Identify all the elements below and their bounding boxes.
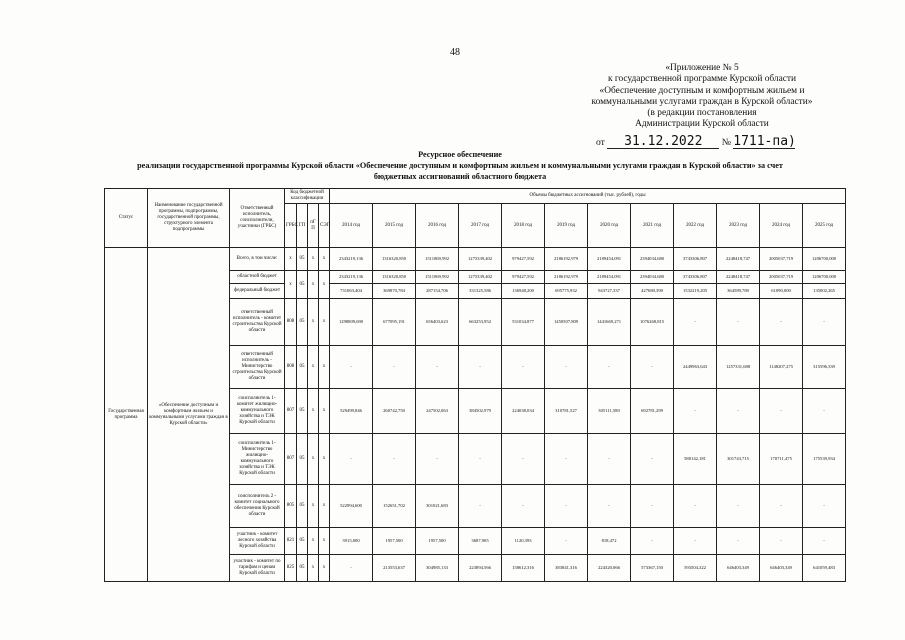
value-cell: -: [803, 528, 846, 555]
value-cell: 677095,191: [373, 299, 416, 346]
value-cell: -: [416, 346, 459, 389]
value-cell: -: [803, 299, 846, 346]
value-cell: 247502,063: [416, 389, 459, 434]
value-cell: 1957,500: [416, 528, 459, 555]
value-cell: -: [631, 434, 674, 485]
pgp-cell: х: [308, 485, 319, 528]
value-cell: 818,472: [588, 528, 631, 555]
value-cell: -: [803, 485, 846, 528]
pgp-cell: х: [308, 555, 319, 582]
executor-cell: участник - комитет лесного хозяйства Курской области: [230, 528, 285, 555]
date-prefix: от: [596, 137, 605, 148]
value-cell: 663253,952: [459, 299, 502, 346]
header-year: 2023 год: [717, 204, 760, 248]
sr-cell: х: [319, 248, 330, 271]
pgp-cell: х: [308, 528, 319, 555]
value-cell: 331325,586: [459, 284, 502, 299]
pgp-cell: х: [308, 434, 319, 485]
header-executor: Ответственный исполнитель, соисполнители, участники (ГРБС): [230, 189, 285, 248]
grbs-cell: 807: [285, 434, 297, 485]
grbs-cell: 805: [285, 485, 297, 528]
program-name-cell: «Обеспечение доступным и комфортным жильем и коммунальными услугами граждан в Курской области»: [148, 248, 230, 582]
value-cell: 2005037,719: [760, 248, 803, 271]
value-cell: 224320,066: [588, 555, 631, 582]
value-cell: 1275339,402: [459, 271, 502, 284]
value-cell: -: [717, 485, 760, 528]
page-number: 48: [450, 47, 460, 58]
value-cell: 1148207,275: [760, 346, 803, 389]
value-cell: 646403,349: [760, 555, 803, 582]
gp-cell: 05: [297, 248, 308, 271]
value-cell: 2186192,979: [545, 248, 588, 271]
executor-cell: областной бюджет: [230, 271, 285, 284]
value-cell: -: [760, 485, 803, 528]
header-name: Наименование государственной программы, подпрограммы, государственной программы, структурного элемента подпрограммы: [148, 189, 230, 248]
value-cell: 1441669,271: [588, 299, 631, 346]
pgp-cell: х: [308, 271, 319, 299]
header-volume: Объемы бюджетных ассигнований (тыс. рублей), годы: [330, 189, 846, 204]
value-cell: -: [545, 528, 588, 555]
value-cell: -: [674, 485, 717, 528]
header-year: 2022 год: [674, 204, 717, 248]
gp-cell: 05: [297, 271, 308, 299]
header-year: 2025 год: [803, 204, 846, 248]
value-cell: -: [717, 389, 760, 434]
pgp-cell: х: [308, 248, 319, 271]
value-cell: 2248418,747: [717, 271, 760, 284]
value-cell: 1316320,850: [373, 248, 416, 271]
status-cell: Государственная программа: [105, 248, 148, 582]
value-cell: 2189454,091: [588, 271, 631, 284]
value-cell: -: [717, 528, 760, 555]
header-budget-code: Код бюджетной классификации: [285, 189, 330, 204]
value-cell: 260742,750: [373, 389, 416, 434]
value-cell: 641059,483: [803, 555, 846, 582]
value-cell: 979427,592: [502, 271, 545, 284]
value-cell: 2394034,680: [631, 248, 674, 271]
header-year: 2016 год: [416, 204, 459, 248]
executor-cell: ответственный исполнитель - Министерство строительства Курской области: [230, 346, 285, 389]
value-cell: 1316320,850: [373, 271, 416, 284]
value-cell: 175539,934: [803, 434, 846, 485]
sr-cell: х: [319, 389, 330, 434]
appendix-line: (в редакции постановления: [647, 108, 757, 119]
value-cell: 1120,393: [502, 528, 545, 555]
executor-cell: соисполнитель 1- Министерство жилищно-коммунального хозяйства и ТЭК Курской области: [230, 434, 285, 485]
value-cell: 593504,322: [674, 555, 717, 582]
header-sr: СЭП: [319, 204, 330, 248]
value-cell: -: [330, 346, 373, 389]
value-cell: -: [803, 389, 846, 434]
value-cell: -: [330, 555, 373, 582]
number-prefix: №: [721, 137, 731, 148]
value-cell: 364589,780: [717, 284, 760, 299]
value-cell: -: [588, 434, 631, 485]
value-cell: 2189454,091: [588, 248, 631, 271]
appendix-block: [552, 63, 852, 131]
header-grbs: ГРБС: [285, 204, 297, 248]
value-cell: 1532219,205: [674, 284, 717, 299]
sr-cell: х: [319, 271, 330, 299]
value-cell: 135002,265: [803, 284, 846, 299]
value-cell: 531034,877: [502, 299, 545, 346]
grbs-cell: 807: [285, 389, 297, 434]
header-year: 2019 год: [545, 204, 588, 248]
pgp-cell: х: [308, 389, 319, 434]
value-cell: 3743306,807: [674, 248, 717, 271]
value-cell: 427680,390: [631, 284, 674, 299]
grbs-cell: х: [285, 271, 297, 299]
value-cell: 2343219,136: [330, 248, 373, 271]
resource-table: [104, 188, 846, 582]
header-year: 2014 год: [330, 204, 373, 248]
pgp-cell: х: [308, 346, 319, 389]
value-cell: -: [459, 346, 502, 389]
header-pgp-a: пГ: [310, 219, 316, 225]
header-year: 2020 год: [588, 204, 631, 248]
value-cell: -: [373, 434, 416, 485]
value-cell: -: [502, 485, 545, 528]
doc-subtitle: реализации государственной программы Курской области «Обеспечение доступным и комфортным жильем и коммунальными услугами граждан в Курской области» за счет: [137, 161, 783, 170]
value-cell: 529499,846: [330, 389, 373, 434]
value-cell: -: [674, 528, 717, 555]
value-cell: 1257331,688: [717, 346, 760, 389]
value-cell: -: [631, 485, 674, 528]
value-cell: -: [459, 485, 502, 528]
header-year: 2017 год: [459, 204, 502, 248]
value-cell: 305111,580: [588, 389, 631, 434]
doc-subtitle-2: бюджетных ассигнований областного бюджета: [373, 172, 547, 181]
value-cell: 383841,316: [545, 555, 588, 582]
value-cell: 287154,706: [416, 284, 459, 299]
value-cell: 2186192,979: [545, 271, 588, 284]
header-year: 2024 год: [760, 204, 803, 248]
appendix-line: к государственной программе Курской области: [607, 74, 797, 85]
value-cell: 692781,299: [631, 389, 674, 434]
value-cell: -: [588, 346, 631, 389]
value-cell: -: [588, 485, 631, 528]
value-cell: 1206700,000: [803, 271, 846, 284]
gp-cell: 05: [297, 299, 308, 346]
sr-cell: х: [319, 485, 330, 528]
value-cell: -: [459, 434, 502, 485]
header-pgp: [308, 204, 319, 248]
value-cell: -: [545, 434, 588, 485]
value-cell: 979427,592: [502, 248, 545, 271]
value-cell: 580142,181: [674, 434, 717, 485]
appendix-line: «Приложение № 5: [665, 63, 739, 73]
sr-cell: х: [319, 555, 330, 582]
gp-cell: 05: [297, 555, 308, 582]
value-cell: 213553,637: [373, 555, 416, 582]
value-cell: -: [330, 434, 373, 485]
value-cell: 573367,150: [631, 555, 674, 582]
value-cell: 1298809,690: [330, 299, 373, 346]
header-row-1: [105, 189, 846, 204]
value-cell: -: [373, 346, 416, 389]
value-cell: 731063,404: [330, 284, 373, 299]
value-cell: 695775,932: [545, 284, 588, 299]
header-year: 2015 год: [373, 204, 416, 248]
value-cell: 522994,600: [330, 485, 373, 528]
gp-cell: 05: [297, 434, 308, 485]
value-cell: 315596,339: [803, 346, 846, 389]
value-cell: -: [717, 299, 760, 346]
value-cell: 304985,133: [416, 555, 459, 582]
gp-cell: 05: [297, 389, 308, 434]
value-cell: 2343219,136: [330, 271, 373, 284]
executor-cell: соисполнитель 1- комитет жилищно-коммунального хозяйства и ТЭК Курской области: [230, 389, 285, 434]
value-cell: 1450507,809: [545, 299, 588, 346]
appendix-line: «Обеспечение доступным и комфортным жильем и: [599, 85, 805, 96]
value-cell: 646403,349: [717, 555, 760, 582]
value-cell: 301021,683: [416, 485, 459, 528]
value-cell: 1275339,402: [459, 248, 502, 271]
table-row: [105, 248, 846, 271]
grbs-cell: 821: [285, 528, 297, 555]
value-cell: 1076268,815: [631, 299, 674, 346]
executor-cell: Всего, в том числе:: [230, 248, 285, 271]
appendix-line: Администрации Курской области: [635, 119, 769, 130]
header-year: 2018 год: [502, 204, 545, 248]
grbs-cell: 808: [285, 299, 297, 346]
decree-date-line: [596, 136, 896, 149]
value-cell: 1511869,992: [416, 271, 459, 284]
executor-cell: федеральный бюджет: [230, 284, 285, 299]
sr-cell: х: [319, 434, 330, 485]
value-cell: 310781,527: [545, 389, 588, 434]
value-cell: -: [502, 346, 545, 389]
value-cell: 170711,475: [760, 434, 803, 485]
value-cell: 136948,200: [502, 284, 545, 299]
value-cell: -: [760, 299, 803, 346]
value-cell: -: [545, 485, 588, 528]
appendix-line: коммунальными услугами граждан в Курской области»: [591, 96, 813, 107]
pgp-cell: х: [308, 299, 319, 346]
value-cell: 301743,715: [717, 434, 760, 485]
value-cell: 1511869,992: [416, 248, 459, 271]
value-cell: -: [674, 299, 717, 346]
value-cell: 369870,784: [373, 284, 416, 299]
value-cell: -: [631, 346, 674, 389]
value-cell: 2394034,680: [631, 271, 674, 284]
value-cell: 224038,034: [502, 389, 545, 434]
gp-cell: 05: [297, 528, 308, 555]
executor-cell: участник - комитет по тарифам и ценам Курской области: [230, 555, 285, 582]
decree-number: 1711-па): [733, 134, 796, 149]
header-pgp-b: П: [311, 225, 315, 231]
value-cell: -: [674, 389, 717, 434]
value-cell: -: [760, 528, 803, 555]
value-cell: 3687,905: [459, 528, 502, 555]
header-year: 2021 год: [631, 204, 674, 248]
value-cell: 3743306,807: [674, 271, 717, 284]
value-cell: 2449963,643: [674, 346, 717, 389]
value-cell: -: [545, 346, 588, 389]
value-cell: 656403,623: [416, 299, 459, 346]
gp-cell: 05: [297, 485, 308, 528]
value-cell: -: [502, 434, 545, 485]
value-cell: 3915,000: [330, 528, 373, 555]
sr-cell: х: [319, 528, 330, 555]
value-cell: 1206700,000: [803, 248, 846, 271]
value-cell: 2248418,747: [717, 248, 760, 271]
gp-cell: 05: [297, 346, 308, 389]
value-cell: 158612,316: [502, 555, 545, 582]
value-cell: 943727,337: [588, 284, 631, 299]
sr-cell: х: [319, 346, 330, 389]
value-cell: 384502,979: [459, 389, 502, 434]
value-cell: -: [416, 434, 459, 485]
value-cell: 223894,566: [459, 555, 502, 582]
value-cell: 2005037,719: [760, 271, 803, 284]
header-gp: ГП: [297, 204, 308, 248]
value-cell: 152651,702: [373, 485, 416, 528]
sr-cell: х: [319, 299, 330, 346]
header-status: Статус: [105, 189, 148, 248]
grbs-cell: 825: [285, 555, 297, 582]
value-cell: 1957,500: [373, 528, 416, 555]
executor-cell: ответственный исполнитель - комитет строительства Курской области: [230, 299, 285, 346]
grbs-cell: х: [285, 248, 297, 271]
grbs-cell: 808: [285, 346, 297, 389]
value-cell: -: [760, 389, 803, 434]
executor-cell: соисполнитель 2 - комитет социального обеспечения Курской области: [230, 485, 285, 528]
value-cell: 61090,000: [760, 284, 803, 299]
table-body: [105, 248, 846, 582]
decree-date: 31.12.2022: [607, 136, 719, 149]
doc-title: Ресурсное обеспечение: [418, 150, 502, 159]
value-cell: -: [631, 528, 674, 555]
